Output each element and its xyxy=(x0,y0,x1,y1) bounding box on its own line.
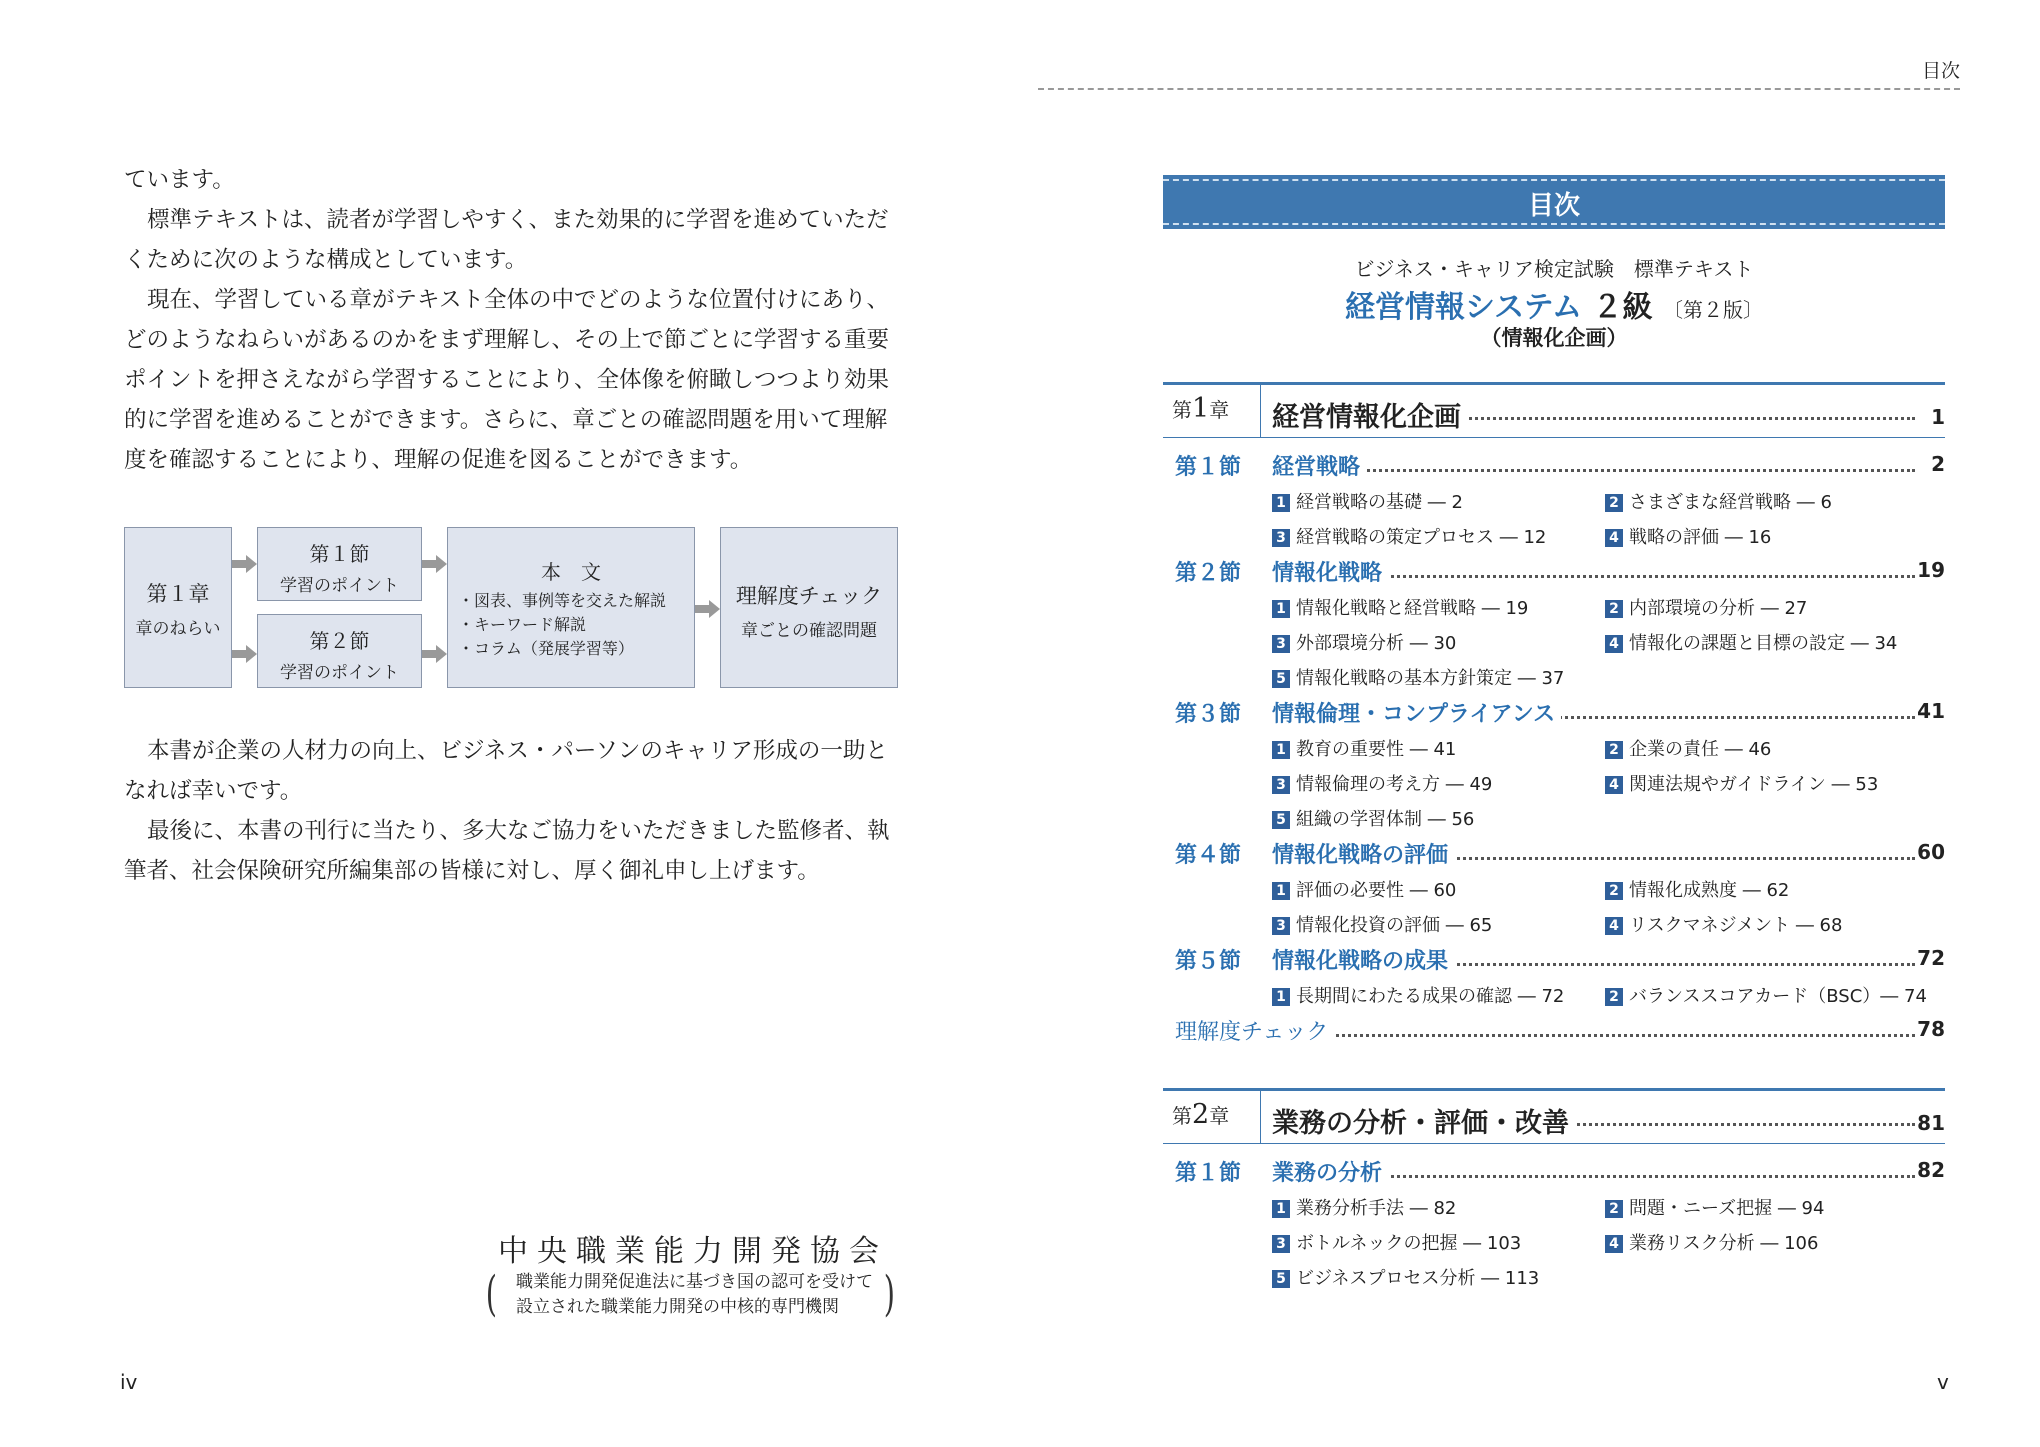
flow-box-section2 xyxy=(257,614,422,688)
page-ref: 1 xyxy=(1931,405,1945,429)
page-ref: 2 xyxy=(1931,452,1945,476)
chapter-rule xyxy=(1163,1088,1945,1091)
flow-section2-title: 第２節 xyxy=(309,629,370,653)
close-paren: ) xyxy=(883,1266,895,1322)
arrow-icon xyxy=(246,645,257,663)
organization-name: 中央職業能力開発協会 xyxy=(498,1234,888,1269)
arrow-shaft xyxy=(232,650,246,658)
chapter-rule xyxy=(1163,382,1945,385)
toc-item[interactable]: 1 教育の重要性 ― 41 xyxy=(1272,735,1456,761)
flow-check-title: 理解度チェック xyxy=(735,584,883,608)
toc-item[interactable]: 2 さまざまな経営戦略 ― 6 xyxy=(1605,488,1832,514)
section-label: 第５節 xyxy=(1175,949,1242,974)
toc-item[interactable]: 4 情報化の課題と目標の設定 ― 34 xyxy=(1605,629,1897,655)
chapter-rule xyxy=(1163,437,1945,438)
toc-item[interactable]: 4 戦略の評価 ― 16 xyxy=(1605,523,1771,549)
flow-section2-sub: 学習のポイント xyxy=(280,663,399,683)
section-entry[interactable] xyxy=(1175,556,1945,586)
page-number-right: v xyxy=(1937,1370,1949,1394)
flow-check-sub: 章ごとの確認問題 xyxy=(741,621,877,641)
toc-item[interactable]: 1 経営戦略の基礎 ― 2 xyxy=(1272,488,1463,514)
toc-item[interactable]: 1 情報化戦略と経営戦略 ― 19 xyxy=(1272,594,1528,620)
toc-item[interactable]: 5 ビジネスプロセス分析 ― 113 xyxy=(1272,1264,1539,1290)
section-entry[interactable] xyxy=(1175,450,1945,480)
toc-item[interactable]: 2 バランススコアカード（BSC）― 74 xyxy=(1605,982,1927,1008)
section-label: 第１節 xyxy=(1175,1161,1242,1186)
flow-body-item: ・図表、事例等を交えた解説 xyxy=(458,591,667,610)
page-number-left: iv xyxy=(120,1370,138,1394)
toc-item[interactable]: 2 内部環境の分析 ― 27 xyxy=(1605,594,1807,620)
toc-item[interactable]: 5 組織の学習体制 ― 56 xyxy=(1272,805,1474,831)
arrow-icon xyxy=(709,600,720,618)
section-title: 業務の分析 xyxy=(1272,1156,1388,1187)
paragraph: 現在、学習している章がテキスト全体の中でどのような位置付けにあり、どのようなねらいがあるのかをまず理解し、その上で節ごとに学習する重要ポイントを押さえながら学習することにより、全体像を俯瞰しつつより効果的に学習を進めることができます。さらに、章ごとの確認問題を用いて理解度を確認することにより、理解の促進を図ることができます。 xyxy=(124,287,890,473)
section-entry[interactable] xyxy=(1175,697,1945,727)
toc-item[interactable]: 2 情報化成熟度 ― 62 xyxy=(1605,876,1789,902)
flow-box-body xyxy=(447,527,695,688)
page-ref: 19 xyxy=(1917,558,1945,582)
paragraph: ています。 xyxy=(124,167,235,193)
section-label: 第４節 xyxy=(1175,843,1242,868)
organization-description xyxy=(516,1270,896,1320)
chapter-entry[interactable] xyxy=(1272,395,1945,433)
arrow-shaft xyxy=(695,605,709,613)
running-header: 目次 xyxy=(1922,60,1961,82)
book-edition: 〔第２版〕 xyxy=(1662,298,1763,322)
flow-section1-title: 第１節 xyxy=(309,542,370,566)
closing-text xyxy=(124,731,904,891)
section-title: 情報化戦略の評価 xyxy=(1272,838,1454,869)
section-title: 情報化戦略 xyxy=(1272,556,1388,587)
section-entry[interactable] xyxy=(1175,1156,1945,1186)
section-title: 情報化戦略の成果 xyxy=(1272,944,1454,975)
arrow-icon xyxy=(436,555,447,573)
toc-item[interactable]: 3 ボトルネックの把握 ― 103 xyxy=(1272,1229,1521,1255)
open-paren: ( xyxy=(485,1266,497,1322)
arrow-icon xyxy=(246,555,257,573)
section-label: 第１節 xyxy=(1175,455,1242,480)
chapter-label: 第2章 xyxy=(1172,1099,1230,1130)
flow-body-item: ・キーワード解説 xyxy=(458,615,587,634)
toc-item[interactable]: 2 企業の責任 ― 46 xyxy=(1605,735,1771,761)
section-title: 経営戦略 xyxy=(1272,450,1366,481)
intro-text xyxy=(124,160,904,480)
toc-item[interactable]: 5 情報化戦略の基本方針策定 ― 37 xyxy=(1272,664,1564,690)
page-ref: 82 xyxy=(1917,1158,1945,1182)
arrow-shaft xyxy=(232,560,246,568)
toc-item[interactable]: 3 外部環境分析 ― 30 xyxy=(1272,629,1456,655)
flow-section1-sub: 学習のポイント xyxy=(280,576,399,596)
flow-chapter-title: 第１章 xyxy=(146,582,210,606)
section-entry[interactable] xyxy=(1175,944,1945,974)
chapter-separator xyxy=(1260,1091,1261,1143)
book-title xyxy=(1163,282,1945,326)
chapter-title: 業務の分析・評価・改善 xyxy=(1272,1101,1575,1140)
section-label: 第３節 xyxy=(1175,702,1242,727)
org-desc-line: 職業能力開発促進法に基づき国の認可を受けて xyxy=(516,1272,873,1292)
org-desc-line: 設立された職業能力開発の中核的専門機関 xyxy=(516,1297,839,1317)
toc-item[interactable]: 2 問題・ニーズ把握 ― 94 xyxy=(1605,1194,1824,1220)
flow-box-chapter xyxy=(124,527,232,688)
chapter-separator xyxy=(1260,385,1261,437)
flow-box-check xyxy=(720,527,898,688)
arrow-shaft xyxy=(422,650,436,658)
arrow-shaft xyxy=(422,560,436,568)
toc-item[interactable]: 1 長期間にわたる成果の確認 ― 72 xyxy=(1272,982,1564,1008)
section-label: 第２節 xyxy=(1175,561,1242,586)
chapter-title: 経営情報化企画 xyxy=(1272,395,1467,434)
series-title: ビジネス・キャリア検定試験 標準テキスト xyxy=(1354,257,1754,281)
toc-item[interactable]: 1 評価の必要性 ― 60 xyxy=(1272,876,1456,902)
page-ref: 78 xyxy=(1917,1017,1945,1041)
check-title: 理解度チェック xyxy=(1175,1015,1334,1046)
arrow-icon xyxy=(436,645,447,663)
book-grade: ２級 xyxy=(1592,290,1653,325)
toc-item[interactable]: 3 情報化投資の評価 ― 65 xyxy=(1272,911,1492,937)
book-subtitle: （情報化企画） xyxy=(1480,326,1628,350)
paragraph: 本書が企業の人材力の向上、ビジネス・パーソンのキャリア形成の一助となれば幸いです。 xyxy=(124,738,888,804)
toc-item[interactable]: 3 情報倫理の考え方 ― 49 xyxy=(1272,770,1492,796)
page-ref: 81 xyxy=(1917,1111,1945,1135)
flow-box-section1 xyxy=(257,527,422,601)
paragraph: 最後に、本書の刊行に当たり、多大なご協力をいただきました監修者、執筆者、社会保険研究所編集部の皆様に対し、厚く御礼申し上げます。 xyxy=(124,818,890,884)
header-rule xyxy=(1038,88,1960,90)
section-title: 情報倫理・コンプライアンス xyxy=(1272,697,1561,728)
page-ref: 72 xyxy=(1917,946,1945,970)
chapter-entry[interactable] xyxy=(1272,1101,1945,1139)
toc-banner xyxy=(1163,175,1945,229)
toc-item[interactable]: 4 リスクマネジメント ― 68 xyxy=(1605,911,1842,937)
chapter-rule xyxy=(1163,1143,1945,1144)
toc-item[interactable]: 1 業務分析手法 ― 82 xyxy=(1272,1194,1456,1220)
section-entry[interactable] xyxy=(1175,838,1945,868)
book-title-main: 経営情報システム xyxy=(1345,290,1583,325)
toc-item[interactable]: 4 関連法規やガイドライン ― 53 xyxy=(1605,770,1878,796)
flow-body-title: 本 文 xyxy=(541,560,601,584)
toc-item[interactable]: 4 業務リスク分析 ― 106 xyxy=(1605,1229,1818,1255)
page-ref: 60 xyxy=(1917,840,1945,864)
toc-banner-title: 目次 xyxy=(1527,191,1580,221)
flow-body-item: ・コラム（発展学習等） xyxy=(458,639,634,658)
page-ref: 41 xyxy=(1917,699,1945,723)
flow-chapter-sub: 章のねらい xyxy=(135,619,221,639)
chapter-label: 第1章 xyxy=(1172,393,1230,424)
paragraph: 標準テキストは、読者が学習しやすく、また効果的に学習を進めていただくために次のような構成としています。 xyxy=(124,207,889,273)
check-entry[interactable] xyxy=(1175,1015,1945,1045)
toc-item[interactable]: 3 経営戦略の策定プロセス ― 12 xyxy=(1272,523,1546,549)
